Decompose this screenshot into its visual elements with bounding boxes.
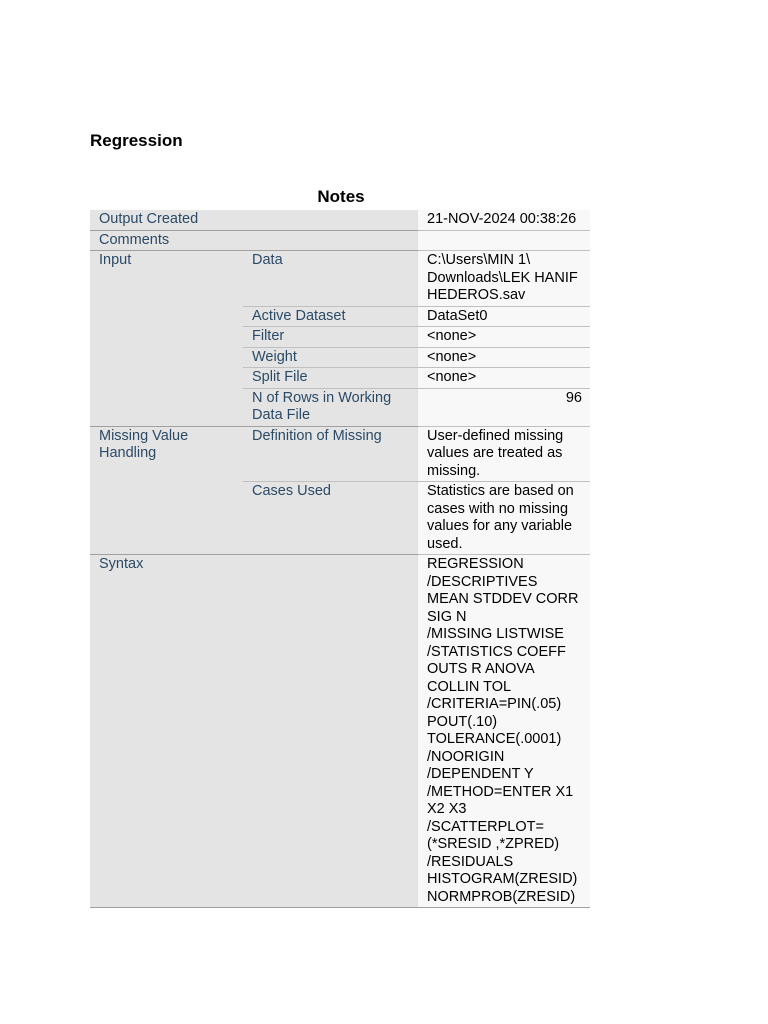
value-n-rows: 96: [418, 388, 591, 426]
sub-label-active-dataset: Active Dataset: [243, 306, 418, 327]
table-row: [90, 210, 590, 230]
row-label-output-created: Output Created: [90, 210, 418, 230]
table-row: [90, 251, 590, 307]
section-heading: Regression: [90, 131, 183, 150]
syntax-line: NORMPROB(ZRESID): [427, 888, 576, 905]
syntax-line: /MISSING LISTWISE: [427, 626, 564, 642]
syntax-line: /RESIDUALS HISTOGRAM(ZRESID): [427, 853, 578, 887]
table-title: Notes: [317, 187, 365, 206]
syntax-line: /DESCRIPTIVES MEAN STDDEV CORR SIG N: [427, 573, 579, 625]
value-cases-used: Statistics are based on cases with no missing values for any variable used.: [418, 482, 591, 555]
value-output-created: 21-NOV-2024 00:38:26: [418, 210, 591, 230]
value-active-dataset: DataSet0: [418, 306, 591, 327]
sub-label-split-file: Split File: [243, 368, 418, 389]
row-label-comments: Comments: [90, 230, 418, 251]
syntax-line: /NOORIGIN: [427, 748, 505, 765]
syntax-line: /METHOD=ENTER X1 X2 X3: [427, 783, 574, 817]
value-split-file: <none>: [418, 368, 591, 389]
sub-label-cases-used: Cases Used: [243, 482, 418, 555]
value-definition-of-missing: User-defined missing values are treated as missing.: [418, 426, 591, 482]
syntax-line: REGRESSION: [427, 556, 524, 572]
table-row: [90, 230, 590, 251]
table-row: [90, 555, 590, 908]
table-row: [90, 426, 590, 482]
value-filter: <none>: [418, 327, 591, 348]
row-label-missing-value-handling: Missing Value Handling: [90, 426, 243, 555]
row-label-input: Input: [90, 251, 243, 427]
sub-label-definition-of-missing: Definition of Missing: [243, 426, 418, 482]
syntax-line: /STATISTICS COEFF OUTS R ANOVA COLLIN TOL: [427, 643, 566, 695]
sub-label-data: Data: [243, 251, 418, 307]
syntax-line: /SCATTERPLOT=(*SRESID ,*ZPRED): [427, 818, 560, 852]
value-syntax: [418, 555, 591, 908]
value-weight: <none>: [418, 347, 591, 368]
value-comments: [418, 230, 591, 251]
sub-label-weight: Weight: [243, 347, 418, 368]
syntax-line: /CRITERIA=PIN(.05) POUT(.10) TOLERANCE(.0001): [427, 696, 562, 747]
syntax-line: /DEPENDENT Y: [427, 766, 534, 782]
notes-table: [90, 210, 590, 908]
sub-label-n-rows: N of Rows in Working Data File: [243, 388, 418, 426]
sub-label-filter: Filter: [243, 327, 418, 348]
value-data-path: C:\Users\MIN 1\ Downloads\LEK HANIF HEDEROS.sav: [418, 251, 591, 307]
row-label-syntax: Syntax: [90, 555, 418, 908]
